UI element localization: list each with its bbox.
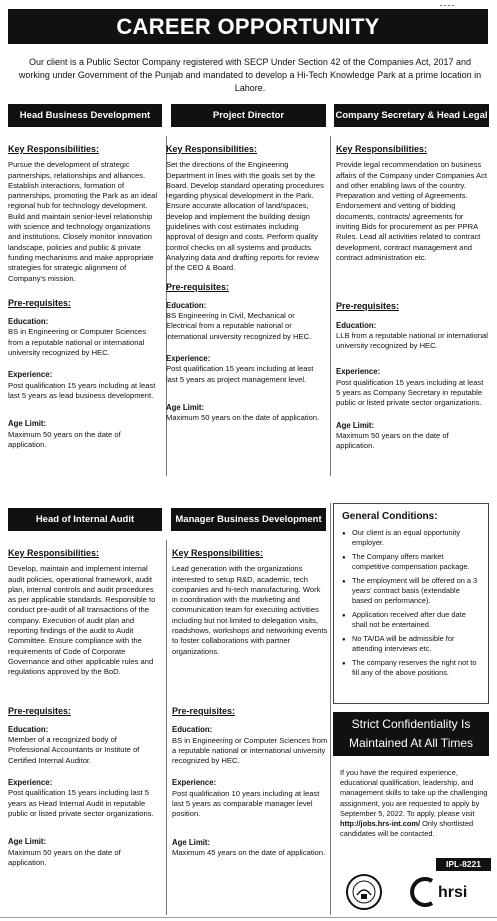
bottom-rule [0, 917, 497, 918]
key-responsibilities-heading: Key Responsibilities: [8, 548, 100, 558]
age-limit-label: Age Limit: [336, 420, 375, 430]
hrsi-logo [410, 876, 490, 908]
position-column-company-secretary [336, 144, 488, 452]
column-divider [166, 540, 167, 915]
position-header-company-secretary: Company Secretary & Head Legal [334, 104, 489, 127]
age-limit-label: Age Limit: [8, 837, 47, 847]
general-conditions-list [342, 528, 480, 678]
education-text: LLB from a reputable national or international university recognized by HEC. [336, 330, 488, 351]
shortlist-note: Only shortlisted candidates will be contacted. [340, 819, 474, 839]
apply-link[interactable]: http://jobs.hrs-int.com/ [340, 819, 421, 829]
experience-text: Post qualification 15 years including at least last 5 years as lead business development. [8, 380, 156, 400]
position-column-head-business-development [8, 144, 160, 450]
age-limit-label: Age Limit: [166, 402, 205, 412]
prerequisites-heading: Pre-requisites: [166, 281, 230, 292]
column-divider [330, 136, 331, 476]
condition-item: ● The Company offers market competitive compensation package. [352, 552, 480, 572]
condition-item: ● Our client is an equal opportunity employer. [352, 528, 480, 548]
education-text: BS in Engineering or Computer Sciences from a reputable national or international university recognized by HEC. [8, 327, 147, 358]
prerequisites-heading: Pre-requisites: [8, 705, 72, 716]
top-corner-mark: ـ ـ ـ ـ [440, 1, 455, 8]
logo-text: hrsi [438, 884, 468, 901]
ipl-reference-badge: IPL-8221 [436, 858, 491, 871]
age-limit-text: Maximum 50 years on the date of application. [8, 429, 121, 449]
age-limit-label: Age Limit: [172, 837, 211, 847]
responsibilities-text: Provide legal recommendation on business affairs of the Company under Companies Act and other enabling laws of the country. Preparation and vetting of Agreements. Endorsement and vetting of bidding documents, contracts/ agreements for inviting Bids for procurement as per PPRA Rules. Lead all activities related to contract development, contract management and contract administration etc. [336, 160, 487, 262]
responsibilities-text: Develop, maintain and implement internal audit policies, operational framework, audit plan, internal controls and audit procedures as per applicable standards. Responsible to conduct pre-audit of all transactions of the company. Execution of audit plan and reporting findings of the audit to Audit Committee. Ensure compliance with the requirements of Code of Corporate Governance and other applicable rules and regulations approved by the BoD. [8, 564, 156, 677]
experience-label: Experience: [172, 778, 217, 788]
condition-item: ● The company reserves the right not to fill any of the above positions. [352, 658, 480, 678]
age-limit-text: Maximum 50 years on the date of application. [8, 847, 121, 867]
key-responsibilities-heading: Key Responsibilities: [8, 144, 100, 154]
education-label: Education: [8, 317, 49, 327]
experience-label: Experience: [336, 367, 381, 377]
education-label: Education: [336, 320, 377, 330]
education-label: Education: [172, 725, 213, 735]
key-responsibilities-heading: Key Responsibilities: [166, 144, 258, 154]
condition-item: ● Application received after due date shall not be entertained. [352, 610, 480, 630]
position-column-manager-business-development [172, 548, 328, 858]
education-text: BS Engineering in Civil, Mechanical or Electrical from a reputable national or international university recognized by HEC. [166, 311, 312, 341]
position-column-project-director [166, 144, 326, 424]
page-title: CAREER OPPORTUNITY [8, 9, 488, 44]
prerequisites-heading: Pre-requisites: [336, 301, 400, 312]
position-header-manager-business-development: Manager Business Development [171, 508, 326, 531]
apply-instructions [340, 768, 490, 839]
education-text: Member of a recognized body of Professional Accountants or Institute of Certified Internal Auditor. [8, 735, 140, 765]
government-seal-icon [346, 874, 382, 910]
age-limit-label: Age Limit: [8, 419, 47, 429]
experience-text: Post qualification 15 years including last 5 years as Head Internal Audit in reputable public or listed private sector organizations. [8, 788, 154, 818]
position-header-project-director: Project Director [171, 104, 326, 127]
education-label: Education: [8, 724, 49, 734]
prerequisites-heading: Pre-requisites: [172, 705, 236, 716]
position-header-head-business-development: Head Business Development [8, 104, 162, 127]
responsibilities-text: Lead generation with the organizations interested to setup R&D, academic, tech companies and hi-tech manufacturing. Work in coordination with the marketing and communication team for executing activities including but not limited to delegation visits, roadshows, workshops and networking events to foster collaborations with partner organizations. [172, 564, 328, 656]
apply-text: If you have the required experience, educational qualification, leadership, and management skills to take up the challenging assignment, you are requested to apply by September 5, 2022. To apply, please visit [340, 768, 488, 818]
intro-paragraph: Our client is a Public Sector Company registered with SECP Under Section 42 of the Companies Act, 2017 and working under Government of the Punjab and mandated to develop a Hi-Tech Knowledge Park at a prime location in Lahore. [18, 57, 482, 93]
position-header-head-internal-audit: Head of Internal Audit [8, 508, 162, 531]
responsibilities-text: Set the directions of the Engineering Department in lines with the goals set by the Board. Develop standard operating procedures regarding physical development in the Park. Ensure accurate allocation of land/spaces, develop and implement the building design guidelines with cost estimates including approval of design and costs. Perform quality control checks on all systems and products. Analyzing data and drafting reports for review of the CEO & Board. [166, 160, 324, 273]
experience-label: Experience: [8, 370, 53, 380]
age-limit-text: Maximum 50 years on the date of application. [336, 430, 449, 451]
education-label: Education: [166, 300, 207, 310]
key-responsibilities-heading: Key Responsibilities: [172, 548, 264, 558]
experience-label: Experience: [166, 354, 211, 364]
key-responsibilities-heading: Key Responsibilities: [336, 144, 428, 154]
general-conditions-box [333, 503, 489, 704]
age-limit-text: Maximum 45 years on the date of application. [172, 847, 326, 857]
confidentiality-banner: Strict Confidentiality Is Maintained At All Times [333, 712, 489, 756]
column-divider [330, 503, 331, 915]
general-conditions-title: General Conditions: [342, 511, 438, 522]
education-text: BS in Engineering or Computer Sciences from a reputable national or international university recognized by HEC. [172, 735, 328, 766]
experience-text: Post qualification 15 years including at least 5 years as Company Secretary in reputable public or listed private sector organizations. [336, 377, 484, 408]
responsibilities-text: Pursue the development of strategic partnerships, relationships and alliances. Establish interactions, formation of partnerships, promoting the Park as an ideal regional hub for technology development. Build and maintain senior-level relationship with science and technology organizations and institutions. Closely monitor innovation landscape, policies and public & private funding mechanisms and make appropriate strategies for strategic alignment of Company's mission. [8, 160, 158, 283]
prerequisites-heading: Pre-requisites: [8, 297, 72, 308]
condition-item: ● The employment will be offered on a 3 years' contract basis (extendable based on performance). [352, 576, 480, 606]
experience-text: Post qualification 10 years including at least last 5 years as comparable manager level position. [172, 788, 320, 819]
experience-text: Post qualification 15 years including at least last 5 years as project management level. [166, 364, 314, 384]
age-limit-text: Maximum 50 years on the date of application. [166, 413, 320, 423]
position-column-head-internal-audit [8, 548, 160, 868]
condition-item: ● No TA/DA will be admissible for attending interviews etc. [352, 634, 480, 654]
experience-label: Experience: [8, 778, 53, 788]
